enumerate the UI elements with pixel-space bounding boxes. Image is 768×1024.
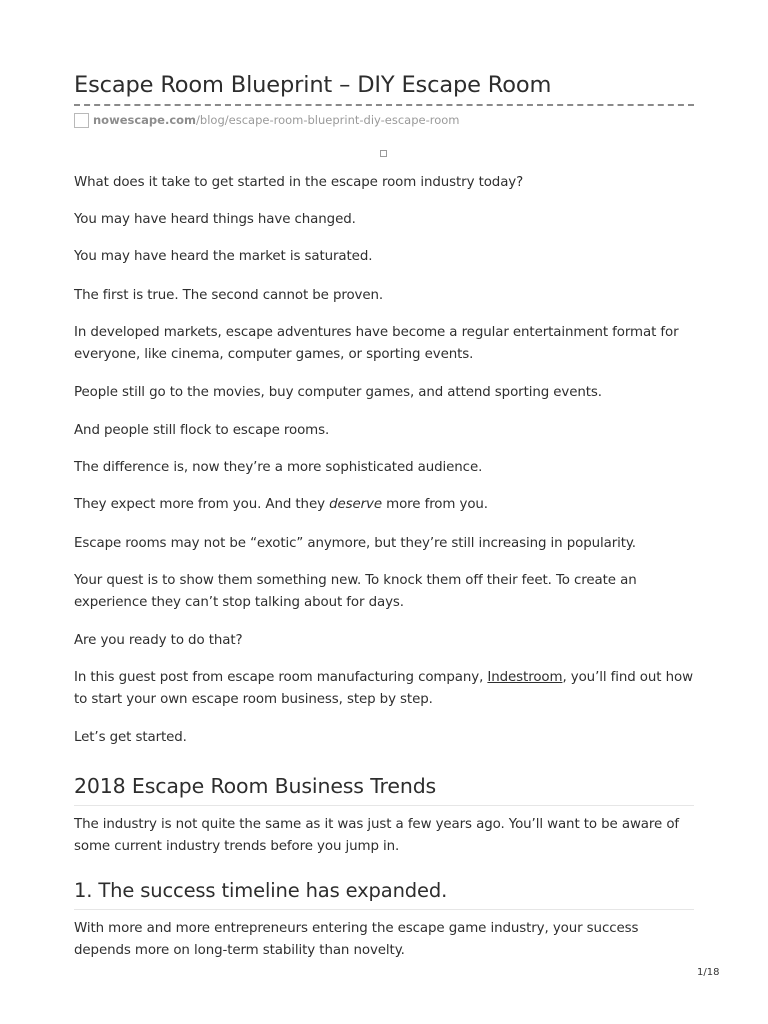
text-run: They expect more from you. And they <box>74 497 330 512</box>
paragraph: Let’s get started. <box>74 730 187 745</box>
page-title: Escape Room Blueprint – DIY Escape Room <box>74 72 552 98</box>
paragraph: The difference is, now they’re a more sophisticated audience. <box>74 460 483 475</box>
paragraph: With more and more entrepreneurs entering the escape game industry, your success depends more on long-term stability than novelty. <box>74 921 639 958</box>
source-path: /blog/escape-room-blueprint-diy-escape-room <box>196 113 460 127</box>
indestroom-link[interactable]: Indestroom <box>487 670 563 685</box>
paragraph <box>74 667 699 711</box>
paragraph: People still go to the movies, buy computer games, and attend sporting events. <box>74 385 602 400</box>
text-run: In this guest post from escape room manufacturing company, <box>74 670 488 685</box>
source-url-link[interactable] <box>93 113 459 127</box>
section-heading: 2018 Escape Room Business Trends <box>74 774 437 798</box>
paragraph: And people still flock to escape rooms. <box>74 423 330 438</box>
paragraph: The industry is not quite the same as it was just a few years ago. You’ll want to be aware of some current industry trends before you jump in. <box>74 817 680 854</box>
emphasis-text: deserve <box>329 497 382 512</box>
paragraph: Your quest is to show them something new. To knock them off their feet. To create an experience they can’t stop talking about for days. <box>74 573 637 610</box>
title-divider <box>74 104 694 106</box>
paragraph: What does it take to get started in the escape room industry today? <box>74 175 524 190</box>
favicon-icon <box>74 113 89 128</box>
paragraph: Are you ready to do that? <box>74 633 243 648</box>
paragraph: In developed markets, escape adventures have become a regular entertainment format for everyone, like cinema, computer games, or sporting events. <box>74 325 679 362</box>
page-number: 1/18 <box>697 967 720 978</box>
image-placeholder-icon <box>380 150 387 157</box>
paragraph: You may have heard things have changed. <box>74 212 356 227</box>
subsection-heading-divider <box>74 909 694 910</box>
text-run: , you’ll find out how to start your own escape room business, step by step. <box>74 670 693 707</box>
section-heading-divider <box>74 805 694 806</box>
paragraph: Escape rooms may not be “exotic” anymore, but they’re still increasing in popularity. <box>74 536 636 551</box>
paragraph: You may have heard the market is saturated. <box>74 249 373 264</box>
source-link-row <box>74 110 459 130</box>
subsection-heading: 1. The success timeline has expanded. <box>74 879 448 902</box>
paragraph <box>74 494 699 516</box>
text-run: more from you. <box>381 497 488 512</box>
paragraph: The first is true. The second cannot be proven. <box>74 288 384 303</box>
source-domain: nowescape.com <box>93 113 197 127</box>
